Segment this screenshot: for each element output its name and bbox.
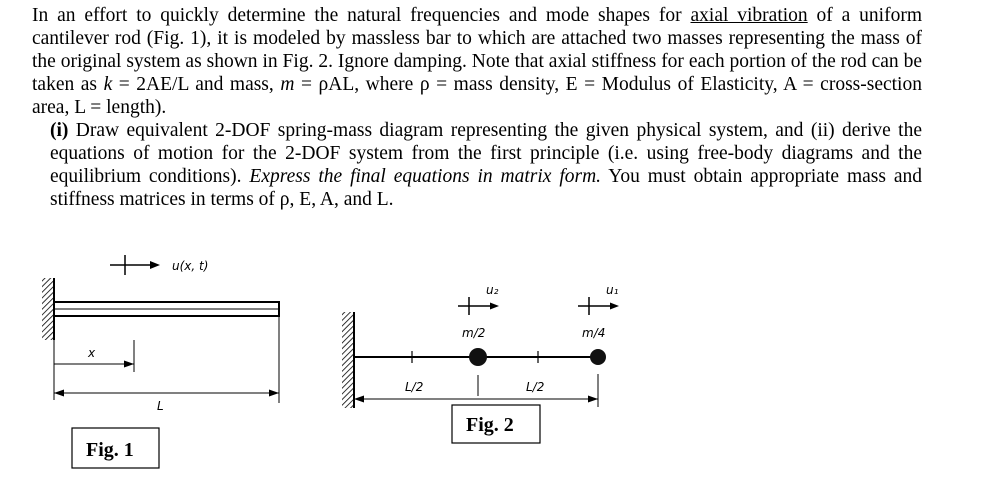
task-number-i: (i) [50,120,69,141]
fig1-L-label: L [157,399,164,413]
fig2-wall-hatch [342,312,354,408]
k-symbol: k [103,74,113,95]
fig1-caption: Fig. 1 [86,439,134,461]
m-symbol: m [280,74,295,95]
fig2-second-half-label: L/2 [526,380,545,394]
task-emphasis: Express the final equations in matrix form. [249,166,602,187]
fig2-u1-arrow [578,297,619,315]
task-text-1: Draw equivalent 2-DOF spring-mass diagram representing the given physical system, and (ii) derive the equations of motion for the 2-DOF system from the first principle (i.e. using free-body diagrams and the equilibrium conditions). [50,120,922,187]
fig2-m-half-label: m/2 [462,326,486,340]
intro-text-2: of a uniform cantilever rod (Fig. 1), it is modeled by massless bar to which are attached two masses representing the mass of the original system as shown in Fig. 2. Ignore damping. Note that axial stiffness for each portion of the rod can be taken as [32,5,922,95]
fig2-caption: Fig. 2 [466,414,514,436]
intro-text-3: = 2AE/L and mass, [112,74,281,95]
fig2-u2-arrow [458,297,499,315]
fig1-u-label: u(x, t) [172,259,209,273]
fig2-first-half-label: L/2 [405,380,424,394]
fig1-cantilever [42,255,279,468]
fig2-lumped-model [342,283,619,443]
fig1-displacement-arrow [110,255,160,275]
fig1-x-label: x [88,346,96,360]
task-text-2: You must obtain appropriate mass and stiffness matrices in terms of ρ, E, A, and L. [50,166,923,210]
fig2-mass-quarter [590,349,606,365]
fig2-mass-half [469,348,487,366]
fig1-wall-hatch [42,278,54,340]
fig2-m-quarter-label: m/4 [582,326,606,340]
axial-vibration-term: axial vibration [690,5,808,26]
fig2-u2-label: u₂ [486,283,499,297]
intro-text-4: = ρAL, where ρ = mass density, E = Modulus of Elasticity, A = cross-section area, L = length). [32,74,922,118]
fig2-u1-label: u₁ [606,283,619,297]
intro-text-1: In an effort to quickly determine the natural frequencies and mode shapes for [32,5,691,26]
